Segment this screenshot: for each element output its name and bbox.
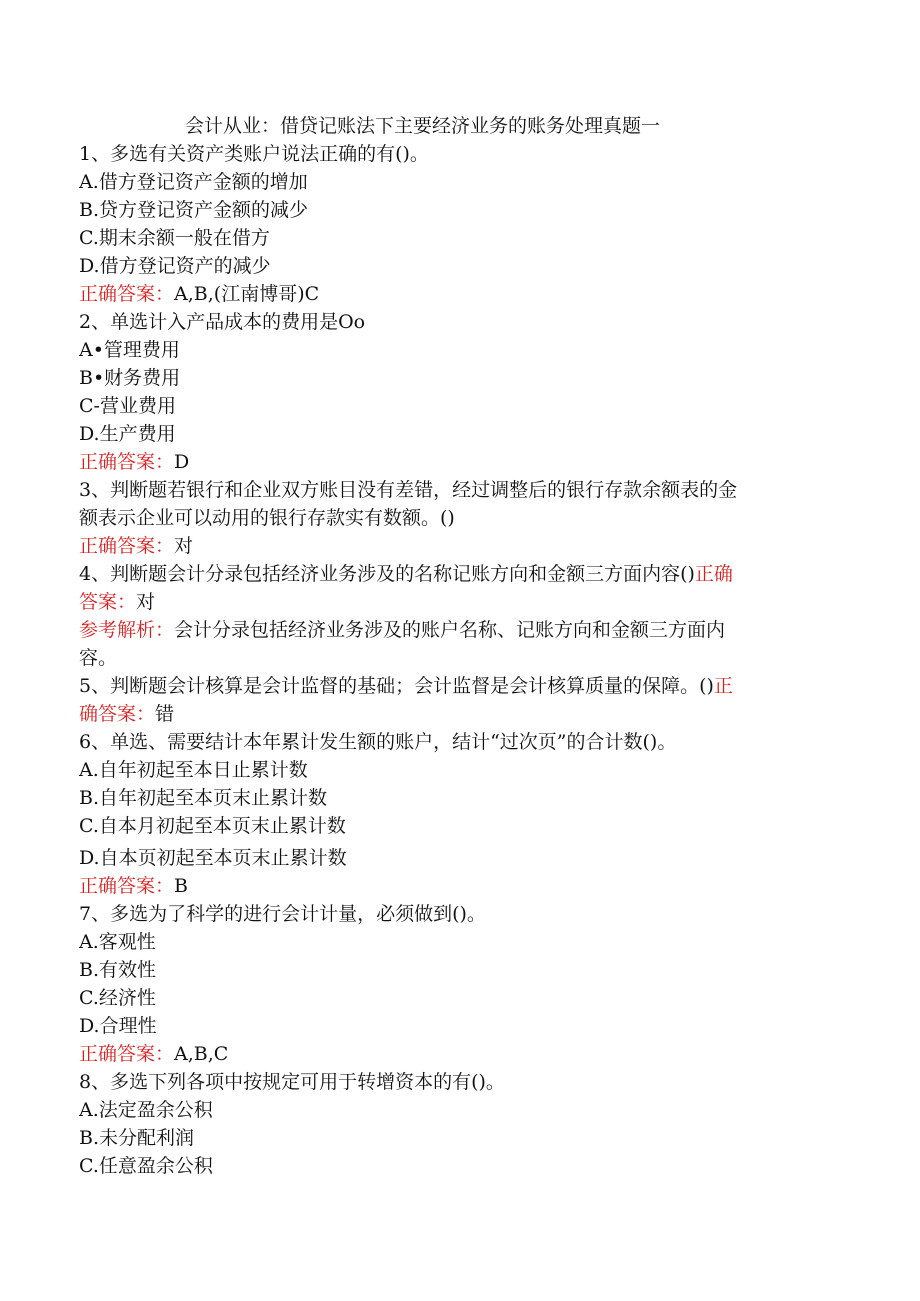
answer-value: 对	[174, 535, 194, 557]
answer-value: D	[174, 451, 190, 473]
q2-option-a: A•管理费用	[79, 339, 180, 361]
q7-option-a: A.客观性	[79, 931, 156, 953]
answer-value: 错	[155, 703, 175, 725]
q7-option-d: D.合理性	[79, 1015, 157, 1037]
answer-label-part-1: 正	[713, 675, 733, 697]
q4-answer	[79, 588, 155, 616]
q4-analysis-line-2: 容。	[79, 647, 118, 669]
q1-option-d: D.借方登记资产的减少	[79, 255, 271, 277]
q4-analysis	[79, 616, 725, 644]
q2-option-c: C-营业费用	[79, 395, 176, 417]
answer-value: B	[174, 875, 188, 897]
question-8: 8、多选下列各项中按规定可用于转增资本的有()。	[79, 1071, 505, 1093]
q3-answer	[79, 532, 193, 560]
q8-option-c: C.任意盈余公积	[79, 1155, 213, 1177]
answer-value: A,B,(江南博哥)C	[174, 283, 320, 305]
page-title: 会计从业：借贷记账法下主要经济业务的账务处理真题一	[185, 115, 661, 137]
question-5-text: 5、判断题会计核算是会计监督的基础；会计监督是会计核算质量的保障。()	[79, 675, 714, 697]
analysis-label: 参考解析：	[79, 619, 175, 641]
q6-answer	[79, 872, 188, 900]
q1-option-b: B.贷方登记资产金额的减少	[79, 199, 309, 221]
q8-option-b: B.未分配利润	[79, 1127, 195, 1149]
q7-option-c: C.经济性	[79, 987, 156, 1009]
q1-option-c: C.期末余额一般在借方	[79, 227, 270, 249]
question-1: 1、多选有关资产类账户说法正确的有()。	[79, 143, 429, 165]
q5-answer	[79, 700, 174, 728]
q1-option-a: A.借方登记资产金额的增加	[79, 171, 308, 193]
q7-option-b: B.有效性	[79, 959, 157, 981]
question-5	[79, 672, 733, 700]
question-4	[79, 560, 733, 588]
question-2: 2、单选计入产品成本的费用是Oo	[79, 311, 366, 333]
question-3-line-1: 3、判断题若银行和企业双方账目没有差错，经过调整后的银行存款余额表的金	[79, 479, 738, 501]
q1-answer	[79, 280, 319, 308]
answer-label: 正确答案：	[79, 875, 175, 897]
q2-option-d: D.生产费用	[79, 423, 176, 445]
q2-answer	[79, 448, 189, 476]
question-3-line-2: 额表示企业可以动用的银行存款实有数额。()	[79, 507, 455, 529]
q8-option-a: A.法定盈余公积	[79, 1099, 213, 1121]
q6-option-b: B.自年初起至本页末止累计数	[79, 787, 328, 809]
answer-label: 正确答案：	[79, 535, 175, 557]
question-7: 7、多选为了科学的进行会计计量，必须做到()。	[79, 903, 486, 925]
answer-value: 对	[136, 591, 156, 613]
q6-option-a: A.自年初起至本日止累计数	[79, 759, 308, 781]
q6-option-c: C.自本月初起至本页末止累计数	[79, 815, 346, 837]
q6-option-d: D.自本页初起至本页末止累计数	[79, 847, 347, 869]
answer-value: A,B,C	[174, 1043, 229, 1065]
question-4-text: 4、判断题会计分录包括经济业务涉及的名称记账方向和金额三方面内容()	[79, 563, 695, 585]
q2-option-b: B•财务费用	[79, 367, 181, 389]
question-6: 6、单选、需要结计本年累计发生额的账户，结计“过次页”的合计数()。	[79, 731, 677, 753]
answer-label: 正确答案：	[79, 1043, 175, 1065]
q7-answer	[79, 1040, 228, 1068]
answer-label: 正确答案：	[79, 451, 175, 473]
answer-label-part-2: 确答案：	[79, 703, 156, 725]
answer-label: 正确答案：	[79, 283, 175, 305]
answer-label-part-2: 答案：	[79, 591, 137, 613]
answer-label-part-1: 正确	[694, 563, 733, 585]
analysis-text: 会计分录包括经济业务涉及的账户名称、记账方向和金额三方面内	[174, 619, 726, 641]
